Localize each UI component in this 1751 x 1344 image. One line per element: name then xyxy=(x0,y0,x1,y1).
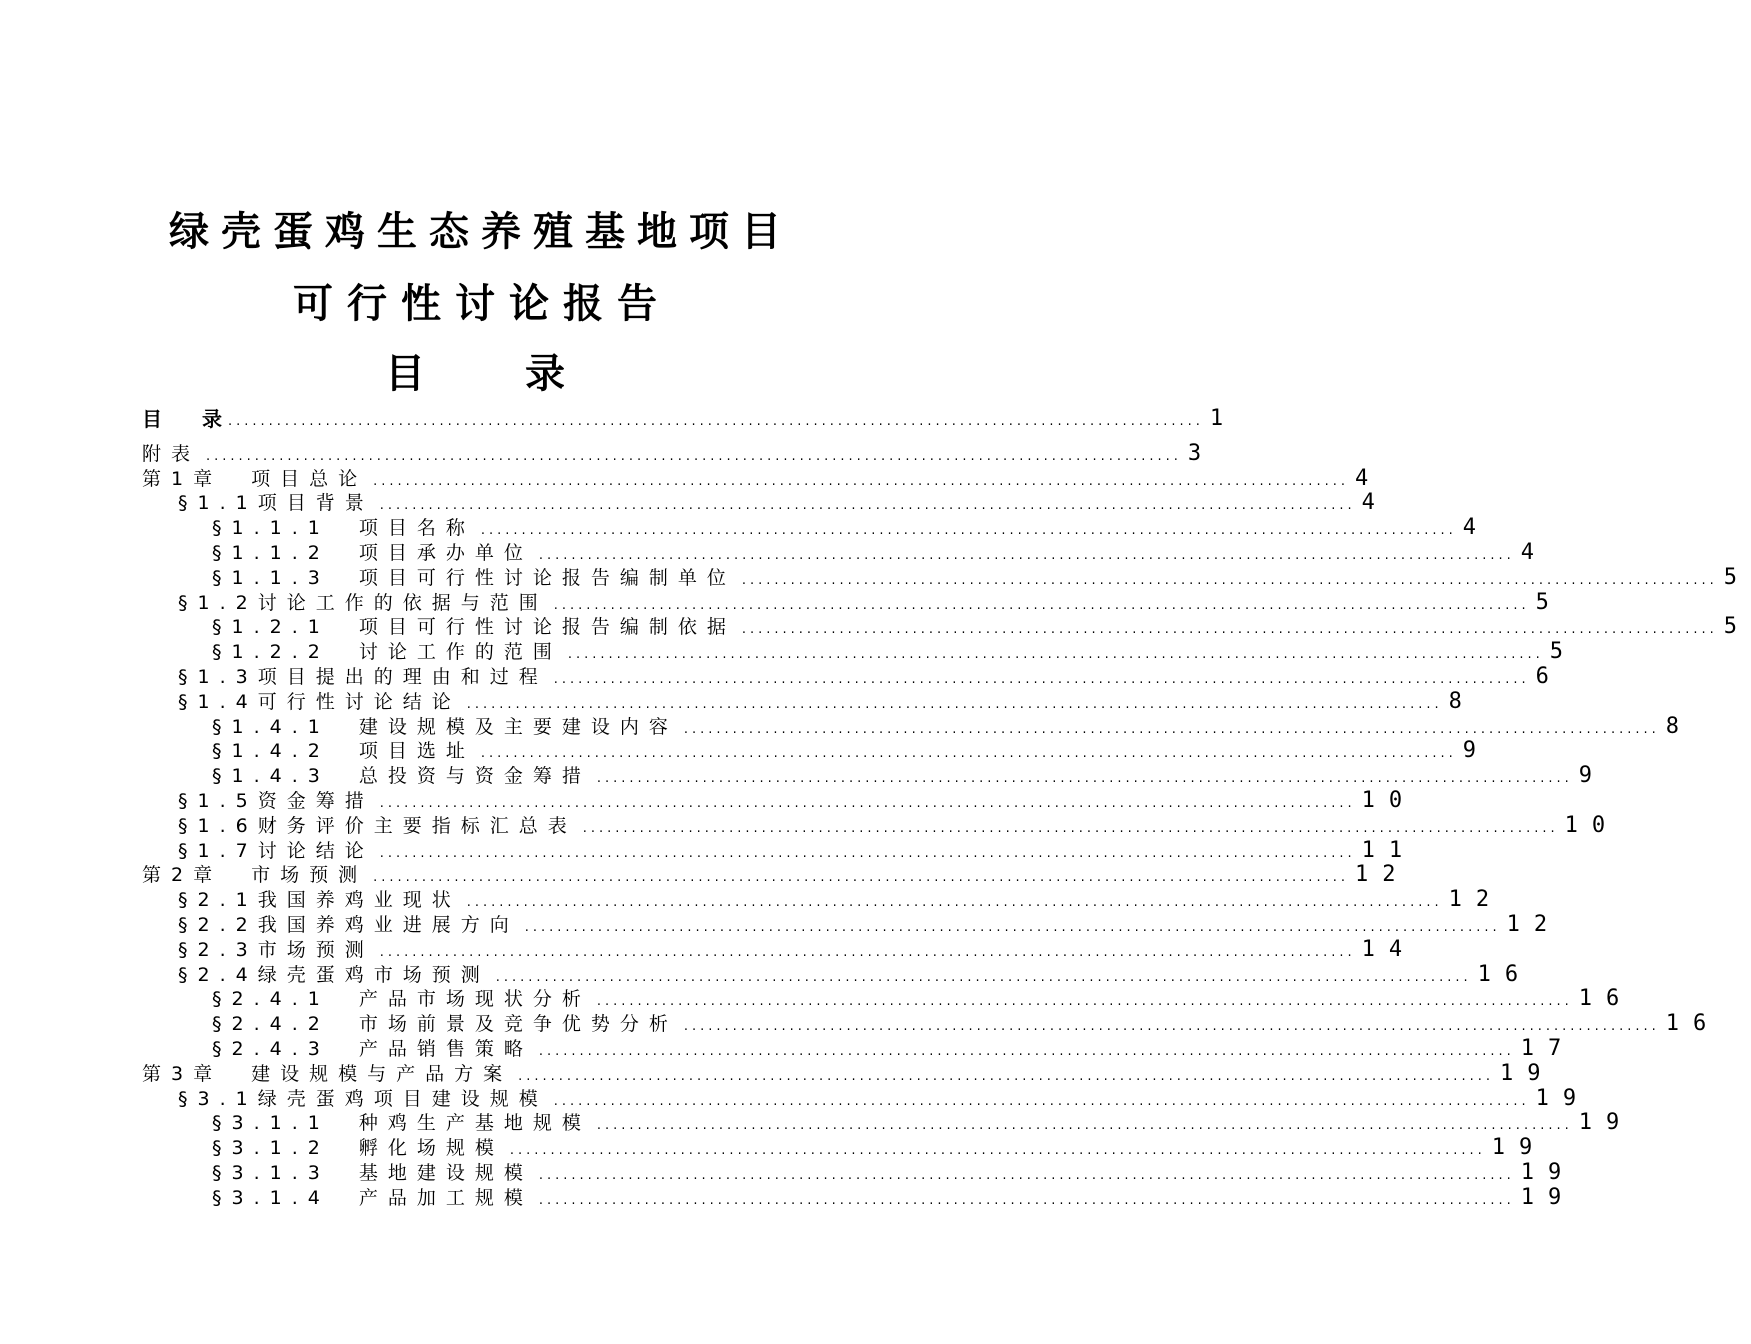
toc-page-number: 3 xyxy=(1187,440,1216,466)
toc-entry-label: §1.2.1 项目可行性讨论报告编制依据 xyxy=(212,616,736,639)
toc-entry[interactable] xyxy=(212,713,1693,739)
toc-dot-leader: ........................................................................................................................ xyxy=(480,746,1457,762)
toc-entry[interactable] xyxy=(142,862,1410,888)
toc-dot-leader: ........................................................................................................................ xyxy=(379,845,1356,861)
toc-dot-leader: ........................................................................................................................ xyxy=(379,796,1356,811)
toc-page-number: 14 xyxy=(1361,936,1417,962)
toc-entry[interactable] xyxy=(212,1184,1576,1210)
toc-dot-leader: ........................................................................................................................ xyxy=(495,969,1472,985)
toc-entry[interactable] xyxy=(178,589,1563,615)
toc-page-number: 11 xyxy=(1361,837,1417,863)
toc-entry-label: §3.1.1 种鸡生产基地规模 xyxy=(212,1112,591,1135)
toc-dot-leader: ........................................................................................................................ xyxy=(379,944,1356,960)
toc-entry-label: §3.1绿壳蛋鸡项目建设规模 xyxy=(178,1087,548,1110)
toc-dot-leader: ........................................................................................................................ xyxy=(538,1168,1515,1183)
toc-dot-leader: ........................................................................................................................ xyxy=(466,895,1443,911)
toc-dot-leader: ........................................................................................................................ xyxy=(683,1019,1660,1035)
toc-dot-leader: ........................................................................................................................ xyxy=(524,920,1501,935)
toc-entry-label: §1.2.2 讨论工作的范围 xyxy=(212,641,562,664)
toc-dot-leader: ........................................................................................................................ xyxy=(518,1068,1494,1084)
toc-heading: 目录 xyxy=(385,351,665,397)
toc-entry-label: §1.1.3 项目可行性讨论报告编制单位 xyxy=(212,566,736,589)
toc-entry-label: §3.1.2 孵化场规模 xyxy=(212,1137,504,1160)
toc-entry-label: §3.1.3 基地建设规模 xyxy=(212,1162,533,1184)
toc-entry-label: 目 录 xyxy=(142,407,222,431)
toc-page-number: 16 xyxy=(1665,1011,1721,1037)
toc-entry-label: 第3章 建设规模与产品方案 xyxy=(142,1062,513,1085)
toc-page-number: 19 xyxy=(1520,1160,1576,1185)
toc-entry[interactable] xyxy=(142,406,1238,431)
toc-entry[interactable] xyxy=(212,515,1490,541)
toc-page-number: 8 xyxy=(1448,688,1476,714)
toc-dot-leader: ........................................................................................................................ xyxy=(553,672,1530,687)
toc-entry[interactable] xyxy=(178,688,1476,714)
toc-page-number: 17 xyxy=(1520,1036,1576,1061)
document-title-line1: 绿壳蛋鸡生态养殖基地项目 xyxy=(169,209,793,255)
toc-entry-label: §2.4.2 市场前景及竞争优势分析 xyxy=(212,1013,678,1036)
toc-entry-label: 第1章 项目总论 xyxy=(142,467,368,490)
toc-entry[interactable] xyxy=(178,788,1417,813)
toc-page-number: 4 xyxy=(1520,540,1548,565)
toc-entry-label: §1.4.3 总投资与资金筹措 xyxy=(212,765,591,788)
toc-dot-leader: ........................................................................................................................ xyxy=(373,870,1349,886)
toc-entry[interactable] xyxy=(178,812,1620,838)
toc-entry-label: §1.6财务评价主要指标汇总表 xyxy=(178,814,577,837)
toc-dot-leader: ........................................................................................................................ xyxy=(553,1093,1530,1109)
toc-page-number: 4 xyxy=(1354,465,1383,491)
toc-page-number: 10 xyxy=(1564,812,1620,838)
toc-entry[interactable] xyxy=(212,1110,1634,1136)
toc-dot-leader: ........................................................................................................................ xyxy=(741,622,1718,638)
toc-entry-label: §2.3市场预测 xyxy=(178,938,374,961)
toc-dot-leader: ........................................................................................................................ xyxy=(509,1143,1486,1159)
toc-entry-label: §2.1我国养鸡业现状 xyxy=(178,889,461,912)
toc-page-number: 1 xyxy=(1209,406,1238,431)
toc-entry[interactable] xyxy=(212,986,1634,1012)
toc-page-number: 12 xyxy=(1448,887,1504,913)
toc-entry-label: §1.3项目提出的理由和过程 xyxy=(178,666,548,688)
toc-entry[interactable] xyxy=(212,1036,1576,1061)
toc-dot-leader: ........................................................................................................................ xyxy=(538,1192,1515,1208)
toc-entry[interactable] xyxy=(178,887,1504,913)
toc-page-number: 16 xyxy=(1578,986,1634,1012)
toc-dot-leader: ........................................................................................................................ xyxy=(741,572,1718,588)
toc-entry[interactable] xyxy=(212,564,1751,590)
toc-entry-label: §1.1项目背景 xyxy=(178,492,374,515)
toc-entry[interactable] xyxy=(212,1011,1721,1037)
toc-entry[interactable] xyxy=(212,639,1577,665)
toc-entry[interactable] xyxy=(142,465,1383,491)
toc-entry-label: §1.4可行性讨论结论 xyxy=(178,690,461,713)
toc-entry[interactable] xyxy=(178,664,1563,689)
toc-page-number: 12 xyxy=(1354,862,1410,888)
toc-entry-label: §1.2讨论工作的依据与范围 xyxy=(178,591,548,614)
toc-entry-label: §2.4.1 产品市场现状分析 xyxy=(212,988,591,1011)
toc-entry[interactable] xyxy=(142,440,1216,466)
toc-dot-leader: ........................................................................................................................ xyxy=(373,473,1349,489)
toc-page-number: 5 xyxy=(1535,589,1563,615)
toc-entry-label: §3.1.4 产品加工规模 xyxy=(212,1186,533,1209)
toc-page-number: 12 xyxy=(1506,912,1562,937)
toc-entry[interactable] xyxy=(212,763,1606,789)
toc-entry[interactable] xyxy=(142,1060,1555,1086)
toc-dot-leader: ........................................................................................................................ xyxy=(480,523,1457,539)
toc-entry-label: §1.1.2 项目承办单位 xyxy=(212,542,533,564)
toc-page-number: 5 xyxy=(1723,614,1751,640)
toc-dot-leader: ........................................................................................................................ xyxy=(596,771,1573,787)
toc-entry-label: 附表 xyxy=(142,442,201,465)
toc-page-number: 9 xyxy=(1462,738,1490,764)
toc-entry[interactable] xyxy=(178,837,1417,863)
toc-dot-leader: ........................................................................................................................ xyxy=(567,647,1544,663)
toc-entry[interactable] xyxy=(212,540,1548,565)
toc-entry[interactable] xyxy=(212,738,1490,764)
toc-page-number: 19 xyxy=(1499,1060,1555,1086)
toc-entry[interactable] xyxy=(178,912,1562,937)
toc-page-number: 6 xyxy=(1535,664,1563,689)
toc-page-number: 19 xyxy=(1535,1085,1591,1111)
toc-page-number: 4 xyxy=(1462,515,1490,541)
toc-entry-label: §2.4绿壳蛋鸡市场预测 xyxy=(178,963,490,986)
toc-entry-label: §2.4.3 产品销售策略 xyxy=(212,1038,533,1060)
toc-entry[interactable] xyxy=(212,614,1751,640)
toc-dot-leader: ........................................................................................................................ xyxy=(206,448,1182,464)
toc-dot-leader: ........................................................................................................................ xyxy=(582,820,1559,836)
toc-page-number: 8 xyxy=(1665,713,1693,739)
toc-entry[interactable] xyxy=(178,490,1389,516)
toc-page-number: 9 xyxy=(1578,763,1606,789)
toc-entry-label: §1.1.1 项目名称 xyxy=(212,517,475,540)
toc-entry[interactable] xyxy=(178,961,1533,987)
toc-entry[interactable] xyxy=(178,936,1417,962)
toc-page-number: 19 xyxy=(1520,1184,1576,1210)
toc-entry[interactable] xyxy=(212,1160,1576,1185)
toc-page-number: 19 xyxy=(1491,1135,1547,1161)
toc-dot-leader: ........................................................................................................................ xyxy=(538,1044,1515,1059)
toc-dot-leader: ........................................................................................................................ xyxy=(379,498,1356,514)
toc-page-number: 10 xyxy=(1361,788,1417,813)
toc-dot-leader: ........................................................................................................................ xyxy=(683,721,1660,737)
toc-entry-label: §1.4.2 项目选址 xyxy=(212,740,475,763)
toc-entry-label: §1.5资金筹措 xyxy=(178,790,374,812)
toc-page-number: 5 xyxy=(1549,639,1577,665)
toc-page-number: 5 xyxy=(1723,564,1751,590)
toc-dot-leader: ........................................................................................................................ xyxy=(538,548,1515,563)
toc-entry-label: §1.4.1 建设规模及主要建设内容 xyxy=(212,715,678,738)
toc-dot-leader: ........................................................................................................................ xyxy=(228,414,1204,429)
toc-dot-leader: ........................................................................................................................ xyxy=(596,1118,1573,1134)
toc-dot-leader: ........................................................................................................................ xyxy=(596,994,1573,1010)
toc-entry-label: §1.7讨论结论 xyxy=(178,839,374,862)
toc-entry[interactable] xyxy=(212,1135,1547,1161)
toc-entry-label: §2.2我国养鸡业进展方向 xyxy=(178,914,519,936)
toc-entry-label: 第2章 市场预测 xyxy=(142,864,368,887)
toc-page-number: 19 xyxy=(1578,1110,1634,1136)
toc-entry[interactable] xyxy=(178,1085,1591,1111)
toc-page-number: 4 xyxy=(1361,490,1389,516)
toc-dot-leader: ........................................................................................................................ xyxy=(466,696,1443,712)
document-title-line2: 可行性讨论报告 xyxy=(293,281,671,327)
toc-dot-leader: ........................................................................................................................ xyxy=(553,597,1530,613)
toc-page-number: 16 xyxy=(1477,961,1533,987)
